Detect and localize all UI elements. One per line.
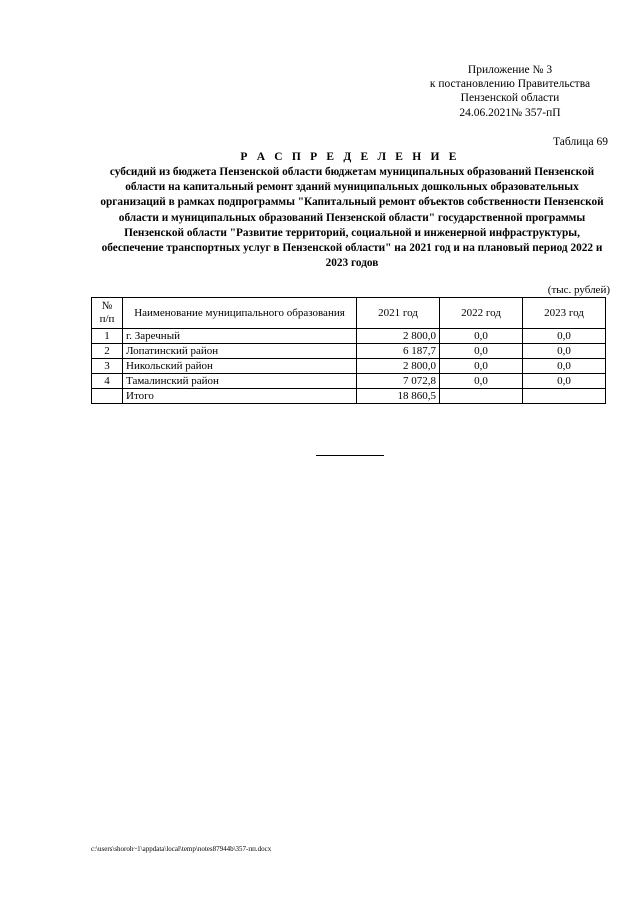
header-name: Наименование муниципального образования (123, 298, 357, 329)
table-row (92, 374, 606, 389)
appendix-line-2: к постановлению Правительства (429, 78, 591, 91)
row-2023: 0,0 (523, 344, 606, 359)
total-2022 (440, 389, 523, 404)
row-2023: 0,0 (523, 359, 606, 374)
row-name: Тамалинский район (123, 374, 357, 389)
row-num: 1 (92, 329, 123, 344)
row-2022: 0,0 (440, 344, 523, 359)
row-2022: 0,0 (440, 359, 523, 374)
header-2021: 2021 год (357, 298, 440, 329)
footer-file-path: c:\users\shoroh~1\appdata\local\temp\notes87944b\357-пп.docx (91, 845, 272, 853)
total-2021: 18 860,5 (357, 389, 440, 404)
row-name: Лопатинский район (123, 344, 357, 359)
distribution-table (91, 297, 606, 404)
total-label: Итого (123, 389, 357, 404)
row-2021: 6 187,7 (357, 344, 440, 359)
total-2023 (523, 389, 606, 404)
row-name: г. Заречный (123, 329, 357, 344)
row-2023: 0,0 (523, 329, 606, 344)
table-row (92, 329, 606, 344)
appendix-line-1: Приложение № 3 (467, 64, 553, 76)
units-label: (тыс. рублей) (547, 284, 610, 296)
row-2023: 0,0 (523, 374, 606, 389)
table-total-row (92, 389, 606, 404)
total-num (92, 389, 123, 404)
row-name: Никольский район (123, 359, 357, 374)
row-2021: 2 800,0 (357, 359, 440, 374)
row-2022: 0,0 (440, 374, 523, 389)
table-row (92, 344, 606, 359)
separator-line (316, 455, 384, 456)
row-num: 4 (92, 374, 123, 389)
table-number: Таблица 69 (553, 136, 608, 148)
row-num: 2 (92, 344, 123, 359)
row-2022: 0,0 (440, 329, 523, 344)
row-2021: 2 800,0 (357, 329, 440, 344)
table-row (92, 359, 606, 374)
row-num: 3 (92, 359, 123, 374)
appendix-line-4: 24.06.2021№ 357-пП (459, 106, 561, 119)
table-header-row (92, 298, 606, 329)
row-2021: 7 072,8 (357, 374, 440, 389)
header-2022: 2022 год (440, 298, 523, 329)
appendix-block (360, 63, 640, 120)
document-title: Р А С П Р Е Д Е Л Е Н И Е (240, 151, 460, 163)
appendix-line-3: Пензенской области (460, 92, 560, 105)
header-2023: 2023 год (523, 298, 606, 329)
document-subtitle: субсидий из бюджета Пензенской области бюджетам муниципальных образований Пензенской области на капитальный ремонт зданий муниципальных дошкольных образовательных организаций в рамках подпрограммы "Капитальный ремонт объектов собственности Пензенской области и муниципальных образований Пензенской области" государственной программы Пензенской области "Развитие территорий, социальной и инженерной инфраструктуры, обеспечение транспортных услуг в Пензенской области" на 2021 год и на плановый период 2022 и 2023 годов (100, 166, 604, 270)
header-num: № п/п (92, 298, 123, 329)
